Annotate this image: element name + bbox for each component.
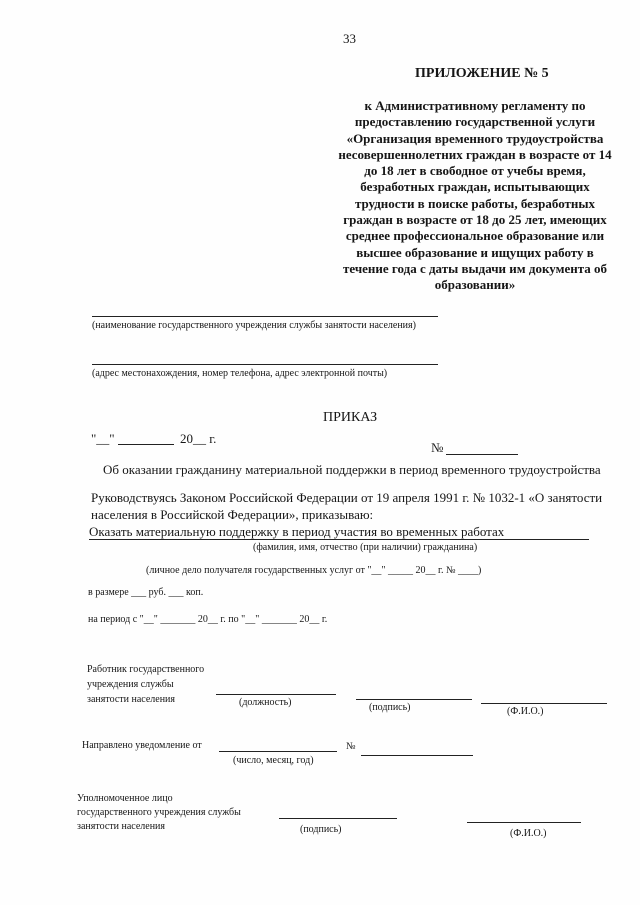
appendix-caption-line: к Административному регламенту по xyxy=(364,98,586,113)
order-date-day: "__" xyxy=(91,431,115,446)
worker-fio-line[interactable] xyxy=(481,703,607,704)
appendix-caption-line: высшее образование и ищущих работу в xyxy=(356,244,594,260)
notification-number-label: № xyxy=(346,741,356,752)
appendix-caption-line: несовершеннолетних граждан в возрасте от 14 xyxy=(338,146,612,162)
citizen-name-line[interactable] xyxy=(89,539,589,540)
order-preamble-line: населения в Российской Федерации», приказываю: xyxy=(91,507,374,522)
order-title: ПРИКАЗ xyxy=(323,410,378,425)
authorized-fio-caption: (Ф.И.О.) xyxy=(510,828,547,839)
authorized-signature-caption: (подпись) xyxy=(300,824,342,835)
case-file-reference: (личное дело получателя государственных услуг от "__" _____ 20__ г. № ____) xyxy=(146,565,482,576)
authorized-label-line: занятости населения xyxy=(77,821,166,832)
appendix-caption-line: предоставлению государственной услуги xyxy=(354,114,596,130)
appendix-caption-line: безработных граждан, испытывающих xyxy=(360,179,590,195)
worker-signature-caption: (подпись) xyxy=(369,702,411,713)
order-decision: Оказать материальную поддержку в период участия во временных работах xyxy=(89,524,505,539)
appendix-caption-line: до 18 лет в свободное от учебы время, xyxy=(364,163,586,179)
notification-date-line[interactable] xyxy=(219,751,337,752)
worker-fio-caption: (Ф.И.О.) xyxy=(507,706,544,717)
appendix-caption-line: течение года с даты выдачи им документа об xyxy=(342,260,608,276)
appendix-caption-line: граждан в возрасте от 18 до 25 лет, имеющих xyxy=(343,212,607,228)
authorized-label-line: государственного учреждения службы xyxy=(77,807,241,818)
worker-signature-line[interactable] xyxy=(356,699,472,700)
notification-date-caption: (число, месяц, год) xyxy=(233,755,314,766)
order-preamble-line: Руководствуясь Законом Российской Федерации от 19 апреля 1991 г. № 1032-1 «О занятости xyxy=(91,490,603,505)
appendix-title: ПРИЛОЖЕНИЕ № 5 xyxy=(415,66,549,81)
order-subject: Об оказании гражданину материальной поддержки в период временного трудоустройства xyxy=(103,462,601,477)
address-line[interactable] xyxy=(92,364,438,365)
notification-number-line[interactable] xyxy=(361,755,473,756)
order-date-year: 20__ г. xyxy=(180,431,217,446)
citizen-name-caption: (фамилия, имя, отчество (при наличии) гражданина) xyxy=(253,542,478,553)
authorized-fio-line[interactable] xyxy=(467,822,581,823)
appendix-caption-line: трудности в поиске работы, безработных xyxy=(354,195,596,211)
institution-name-line[interactable] xyxy=(92,316,438,317)
institution-name-caption: (наименование государственного учреждения службы занятости населения) xyxy=(92,320,416,331)
appendix-caption xyxy=(330,98,620,294)
order-number-label: № xyxy=(431,440,444,455)
address-caption: (адрес местонахождения, номер телефона, адрес электронной почты) xyxy=(92,368,388,379)
appendix-caption-line: «Организация временного трудоустройства xyxy=(346,130,604,146)
authorized-label-line: Уполномоченное лицо xyxy=(77,793,173,804)
worker-position-line[interactable] xyxy=(216,694,336,695)
appendix-caption-line: образовании» xyxy=(434,277,516,293)
appendix-caption-line: среднее профессиональное образование или xyxy=(345,228,605,244)
support-period: на период с "__" _______ 20__ г. по "__" _______ 20__ г. xyxy=(88,614,328,625)
order-date-month-line[interactable] xyxy=(118,444,174,445)
worker-label-line: Работник государственного xyxy=(87,664,205,675)
page-number: 33 xyxy=(343,31,356,46)
worker-position-caption: (должность) xyxy=(239,697,292,708)
worker-label-line: учреждения службы xyxy=(87,679,174,690)
authorized-signature-line[interactable] xyxy=(279,818,397,819)
worker-label-line: занятости населения xyxy=(87,694,176,705)
order-number-line[interactable] xyxy=(446,454,518,455)
support-amount: в размере ___ руб. ___ коп. xyxy=(88,587,204,598)
notification-label: Направлено уведомление от xyxy=(82,740,202,751)
